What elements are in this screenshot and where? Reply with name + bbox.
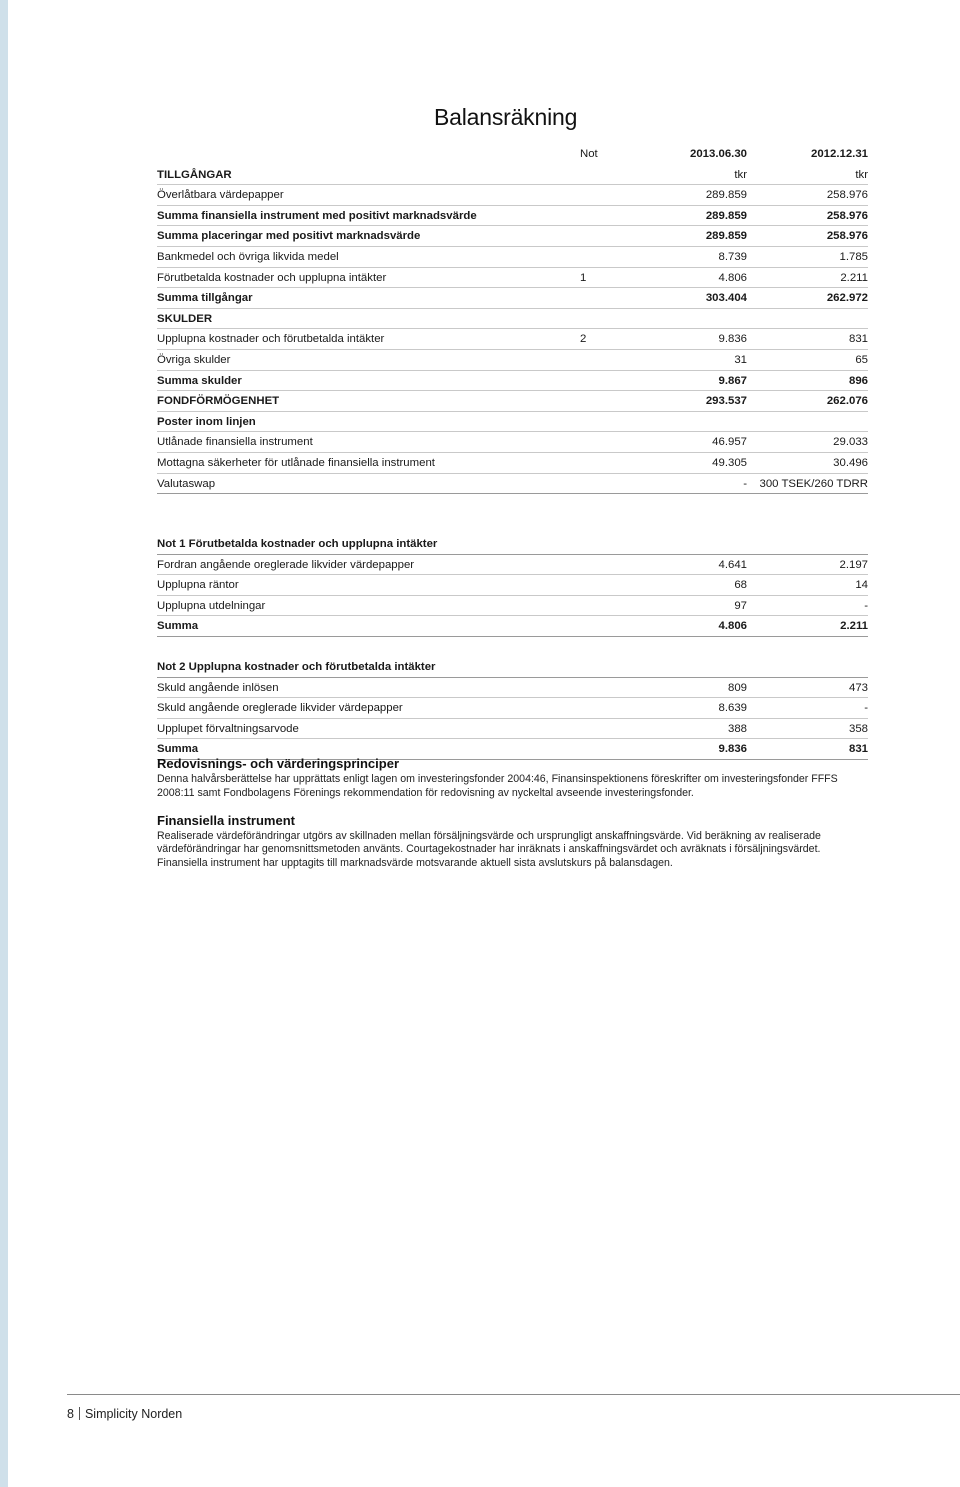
row-label: Upplupna kostnader och förutbetalda intäkter bbox=[157, 333, 385, 346]
row-value-period2: 65 bbox=[855, 353, 868, 366]
table-row bbox=[157, 247, 868, 268]
page-title: Balansräkning bbox=[434, 104, 578, 130]
financial-instruments-heading: Finansiella instrument bbox=[157, 812, 295, 828]
table-row bbox=[157, 226, 868, 247]
note2-title: Not 2 Upplupna kostnader och förutbetalda intäkter bbox=[157, 661, 436, 674]
row-value-period2: 2.197 bbox=[839, 558, 868, 571]
row-label: Valutaswap bbox=[157, 477, 216, 490]
row-label: Utlånade finansiella instrument bbox=[157, 436, 313, 449]
row-label: Poster inom linjen bbox=[157, 415, 256, 428]
row-value-period2: 896 bbox=[848, 374, 868, 387]
row-value-period2: 300 TSEK/260 TDRR bbox=[759, 477, 868, 490]
row-value-period1: 289.859 bbox=[705, 189, 747, 202]
table-row bbox=[157, 165, 868, 186]
row-value-period1: 46.957 bbox=[712, 436, 747, 449]
row-label: Övriga skulder bbox=[157, 353, 231, 366]
row-value-period2: 258.976 bbox=[826, 230, 868, 243]
column-header-period2: 2012.12.31 bbox=[810, 148, 868, 160]
row-value-period1: 4.641 bbox=[718, 558, 747, 571]
row-value-period2: 29.033 bbox=[833, 436, 868, 449]
row-label: Upplupna utdelningar bbox=[157, 599, 266, 612]
principles-heading: Redovisnings- och värderingsprinciper bbox=[157, 756, 399, 771]
row-value-period1: 289.859 bbox=[705, 230, 747, 243]
table-row bbox=[157, 719, 868, 740]
table-row bbox=[157, 288, 868, 309]
row-label: Fordran angående oreglerade likvider värdepapper bbox=[157, 558, 415, 571]
row-value-period2: 473 bbox=[848, 681, 868, 694]
table-row bbox=[157, 432, 868, 453]
table-row bbox=[157, 350, 868, 371]
spacer bbox=[157, 637, 868, 657]
row-value-period2: 30.496 bbox=[833, 456, 868, 469]
row-value-period1: - bbox=[743, 477, 747, 490]
row-value-period2: 831 bbox=[848, 333, 868, 346]
row-label: Summa bbox=[157, 620, 199, 633]
row-value-period2: 258.976 bbox=[826, 189, 868, 202]
row-value-period1: 809 bbox=[727, 681, 747, 694]
note2-heading-row bbox=[157, 657, 868, 678]
row-label: Skuld angående oreglerade likvider värdepapper bbox=[157, 702, 403, 715]
table-row bbox=[157, 575, 868, 596]
row-label: Mottagna säkerheter för utlånade finansiella instrument bbox=[157, 456, 435, 469]
table-row bbox=[157, 391, 868, 412]
column-header-period1: 2013.06.30 bbox=[689, 148, 747, 160]
row-value-period1: 303.404 bbox=[705, 292, 747, 305]
row-value-period1: 9.867 bbox=[718, 374, 747, 387]
row-label: Upplupet förvaltningsarvode bbox=[157, 722, 299, 735]
row-value-period1: 68 bbox=[734, 579, 747, 592]
row-value-period1: 8.739 bbox=[718, 250, 747, 263]
note1-title: Not 1 Förutbetalda kostnader och upplupna intäkter bbox=[157, 538, 438, 551]
table-row bbox=[157, 268, 868, 289]
footer-divider bbox=[67, 1394, 960, 1395]
page-footer bbox=[67, 1407, 182, 1421]
row-value-period2: 831 bbox=[848, 743, 868, 756]
row-value-period2: - bbox=[864, 599, 868, 612]
row-value-period1: 4.806 bbox=[718, 620, 747, 633]
row-value-period1: tkr bbox=[734, 168, 747, 181]
row-value-period1: 289.859 bbox=[705, 209, 747, 222]
row-value-period1: 31 bbox=[734, 353, 747, 366]
table-row bbox=[157, 206, 868, 227]
row-note-ref: 2 bbox=[580, 333, 587, 346]
row-value-period1: 8.639 bbox=[718, 702, 747, 715]
row-value-period2: 358 bbox=[848, 722, 868, 735]
table-row bbox=[157, 616, 868, 637]
spacer bbox=[157, 514, 868, 534]
table-row bbox=[157, 596, 868, 617]
row-value-period2: tkr bbox=[855, 168, 868, 181]
row-value-period2: 1.785 bbox=[839, 250, 868, 263]
row-label: Summa finansiella instrument med positivt marknadsvärde bbox=[157, 209, 477, 222]
column-header-row bbox=[157, 144, 868, 165]
page-number: 8 bbox=[67, 1407, 74, 1421]
note2-rows bbox=[157, 678, 868, 760]
accounting-principles-section bbox=[157, 756, 868, 883]
row-value-period2: 14 bbox=[855, 579, 868, 592]
row-note-ref: 1 bbox=[580, 271, 587, 284]
note1-heading-row bbox=[157, 534, 868, 555]
spacer bbox=[157, 494, 868, 514]
row-label: TILLGÅNGAR bbox=[157, 168, 232, 181]
column-header-note: Not bbox=[580, 148, 598, 160]
row-label: Summa placeringar med positivt marknadsvärde bbox=[157, 230, 421, 243]
row-label: Förutbetalda kostnader och upplupna intäkter bbox=[157, 271, 387, 284]
row-label: Skuld angående inlösen bbox=[157, 681, 279, 694]
table-row bbox=[157, 555, 868, 576]
row-label: SKULDER bbox=[157, 312, 213, 325]
row-label: Summa skulder bbox=[157, 374, 242, 387]
footer-separator bbox=[79, 1407, 80, 1420]
table-row bbox=[157, 698, 868, 719]
row-value-period2: 2.211 bbox=[840, 271, 868, 284]
note1-rows bbox=[157, 555, 868, 637]
row-value-period1: 9.836 bbox=[718, 333, 747, 346]
table-row bbox=[157, 329, 868, 350]
row-value-period1: 97 bbox=[734, 599, 747, 612]
row-label: Summa bbox=[157, 743, 199, 756]
row-value-period2: 262.076 bbox=[826, 395, 868, 408]
row-label: Överlåtbara värdepapper bbox=[157, 189, 284, 202]
table-row bbox=[157, 678, 868, 699]
table-row bbox=[157, 412, 868, 433]
table-row bbox=[157, 474, 868, 495]
balance-sheet-rows bbox=[157, 165, 868, 495]
row-label: Upplupna räntor bbox=[157, 579, 239, 592]
table-row bbox=[157, 453, 868, 474]
row-label: Bankmedel och övriga likvida medel bbox=[157, 250, 339, 263]
row-value-period2: 262.972 bbox=[826, 292, 868, 305]
row-value-period2: 258.976 bbox=[826, 209, 868, 222]
financial-instruments-body: Realiserade värdeförändringar utgörs av skillnaden mellan försäljningsvärde och ursprungligt anskaffningsvärde. Vid beräkning av realiserade värdeförändringar har genomsnittsmetoden använts. Courtagekostnader har inräknats i anskaffningsvärdet och avräknats i försäljningsvärdet. Finansiella instrument har upptagits till marknadsvärde motsvarande aktuell sista avslutskurs på balansdagen. bbox=[157, 829, 821, 870]
balance-sheet-table bbox=[157, 144, 868, 760]
page-edge-accent-bar bbox=[0, 0, 8, 1487]
table-row bbox=[157, 185, 868, 206]
row-label: Summa tillgångar bbox=[157, 292, 253, 305]
footer-company-name: Simplicity Norden bbox=[84, 1407, 183, 1421]
row-label: FONDFÖRMÖGENHET bbox=[157, 395, 280, 408]
row-value-period1: 293.537 bbox=[705, 395, 747, 408]
row-value-period2: - bbox=[864, 702, 868, 715]
row-value-period2: 2.211 bbox=[840, 620, 868, 633]
table-row bbox=[157, 371, 868, 392]
row-value-period1: 9.836 bbox=[718, 743, 747, 756]
table-row bbox=[157, 309, 868, 330]
principles-body: Denna halvårsberättelse har upprättats enligt lagen om investeringsfonder 2004:46, Finansinspektionens föreskrifter om investeringsfonder FFFS 2008:11 samt Fondbolagens Förenings rekommendation för redovisning av nyckeltal avseende investeringsfonder. bbox=[157, 773, 838, 799]
row-value-period1: 49.305 bbox=[712, 456, 747, 469]
row-value-period1: 388 bbox=[727, 722, 747, 735]
row-value-period1: 4.806 bbox=[718, 271, 747, 284]
